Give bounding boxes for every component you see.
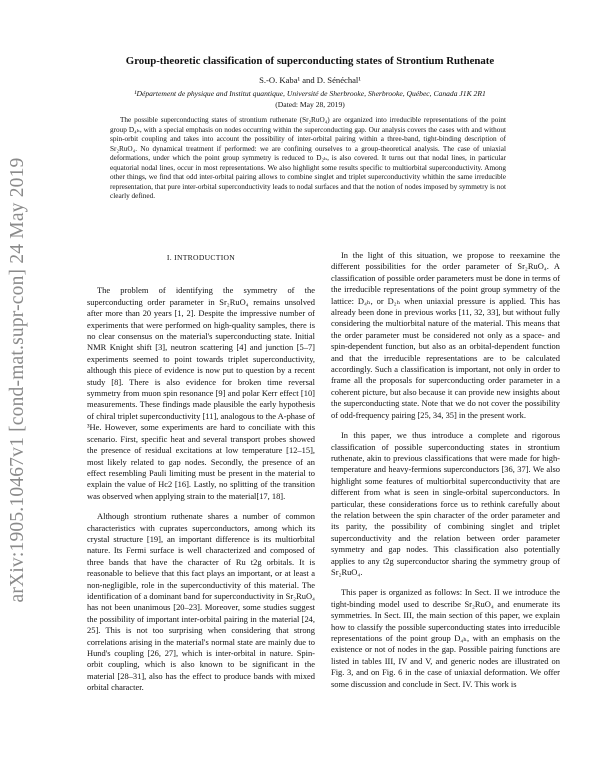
right-column <box>331 250 560 690</box>
paper-title: Group-theoretic classification of superconducting states of Strontium Ruthenate <box>125 55 495 67</box>
arxiv-identifier: arXiv:1905.10467v1 [cond-mat.supr-con] 24 May 2019 <box>7 157 28 603</box>
intro-paragraph-3: In the light of this situation, we propose to reexamine the different possibilities for the order parameter of Sr₂RuO₄. A classification of possible order parameters must be done in terms of the irreducible representations of the point group symmetry of the lattice: D₄ₕ, or D₂ₕ when uniaxial pressure is applied. This has already been done in previous works [11, 32, 33], but without fully considering the multiorbital nature of the material. This means that the order parameter must be considered not only as a space- and spin-dependent function, but also as an orbital-dependent function and that the irreducible representations are to be calculated accordingly. Such a classification is important, not only in order to frame all the proposals for superconducting order parameter in a coherent picture, but also because it can provide new insights about the superconducting state. Note that we do not cover the possibility of odd-frequency pairing [25, 34, 35] in the present work. <box>331 250 560 420</box>
intro-paragraph-2: Although strontium ruthenate shares a number of common characteristics with cuprates superconductors, among which its crystal structure [19], an important difference is its multiorbital nature. Its Fermi surface is well characterized and composed of three bands that have the character of Ru t2g orbitals. It is reasonable to believe that this fact plays an important, or at least a non-negligible, role in the superconductivity of this material. The identification of a dominant band for superconductivity in Sr₂RuO₄ has not been unanimous [20–23]. Moreover, some studies suggest the possibility of important inter-orbital pairing in the material [24, 25]. This is not too surprising when considering that strong correlations arising in the material's normal state are mainly due to Hund's coupling [26, 27], which is inter-orbital in nature. Spin-orbit coupling, which is also known to be significant in the material [28–31], also has the effect to produce bands with mixed orbital character. <box>87 511 315 693</box>
arxiv-sidebar <box>2 120 34 640</box>
intro-paragraph-5: This paper is organized as follows: In Sect. II we introduce the tight-binding model used to describe Sr₂RuO₄ and enumerate its symmetries. In Sect. III, the main section of this paper, we explain how to classify the possible superconducting states into irreducible representations of the point group D₄ₕ, with an emphasis on the existence or not of nodes in the gap. Possible pairing functions are listed in tables III, IV and V, and generic nodes are illustrated on Fig. 3, and on Fig. 6 in the case of uniaxial deformation. We offer some discussion and conclude in Sect. IV. This work is <box>331 587 560 689</box>
paper-authors: S.-O. Kaba¹ and D. Sénéchal¹ <box>259 75 361 85</box>
author-affiliation: ¹Département de physique and Institut quantique, Université de Sherbrooke, Sherbrooke, Québec, Canada J1K 2R1 <box>134 89 486 98</box>
section-heading-introduction: I. INTRODUCTION <box>166 253 236 262</box>
abstract: The possible superconducting states of strontium ruthenate (Sr₂RuO₄) are organized into irreducible representations of the point group D₄ₕ, with a special emphasis on nodes occurring within the superconducting gap. Our analysis covers the cases with and without spin-orbit coupling and takes into account the possibility of inter-orbital pairing within a three-band, tight-binding description of Sr₂RuO₄. No dynamical treatment if performed: we are confining ourselves to a group-theoretical analysis. The case of uniaxial deformations, under which the point group symmetry is reduced to D₂ₕ, is also covered. It turns out that nodal lines, in particular equatorial nodal lines, occur in most representations. We also highlight some results specific to multiorbital superconductivity. Among other things, we find that odd inter-orbital pairing allows to combine singlet and triplet superconductivity whithin the same irreducible representation, that pure inter-orbital superconductivity leads to nodal surfaces and that the notion of nodes imposed by symmetry is not clearly defined. <box>110 116 506 201</box>
paper-date: (Dated: May 28, 2019) <box>275 100 345 109</box>
intro-paragraph-1: The problem of identifying the symmetry of the superconducting order parameter in Sr₂RuO₄ remains unsolved after more than 20 years [1, 2]. Despite the impressive number of experiments that were performed on high-quality samples, there is no clear consensus on the material's superconducting state. Initial NMR Knight shift [3], neutron scattering [4] and junction [5–7] experiments seemed to point towards triplet superconductivity, although this piece of evidence is now put to question by a recent study [8]. There is also evidence for broken time reversal symmetry from muon spin resonance [9] and polar Kerr effect [10] measurements. These findings made plausible the early hypothesis of chiral triplet superconductivity [11], analogous to the A-phase of ³He. However, some experiments are hard to conciliate with this scenario. First, specific heat and several transport probes showed the presence of residual excitations at low temperature [12–15], most likely related to gap nodes. Secondly, the presence of an effect resembling Pauli limiting must be present in the material to explain the value of Hc2 [16]. Lastly, no splitting of the transition was observed when applying strain to the material[17, 18]. <box>87 285 315 501</box>
intro-paragraph-4: In this paper, we thus introduce a complete and rigorous classification of possible superconducting states in strontium ruthenate, akin to previous classifications that were made for high-temperature and heavy-fermions superconductors [36, 37]. We also highlight some features of multiorbital superconductivity that are different from what is seen in single-orbital superconductors. In particular, these considerations force us to rethink carefully about the relation between the spin character of the order parameter and its parity, the possibility of combining singlet and triplet superconductivity and the relation between order parameter symmetry and gap nodes. This classification also potentially applies to any t2g superconductor sharing the symmetry group of Sr₂RuO₄. <box>331 430 560 577</box>
left-column <box>87 252 315 694</box>
